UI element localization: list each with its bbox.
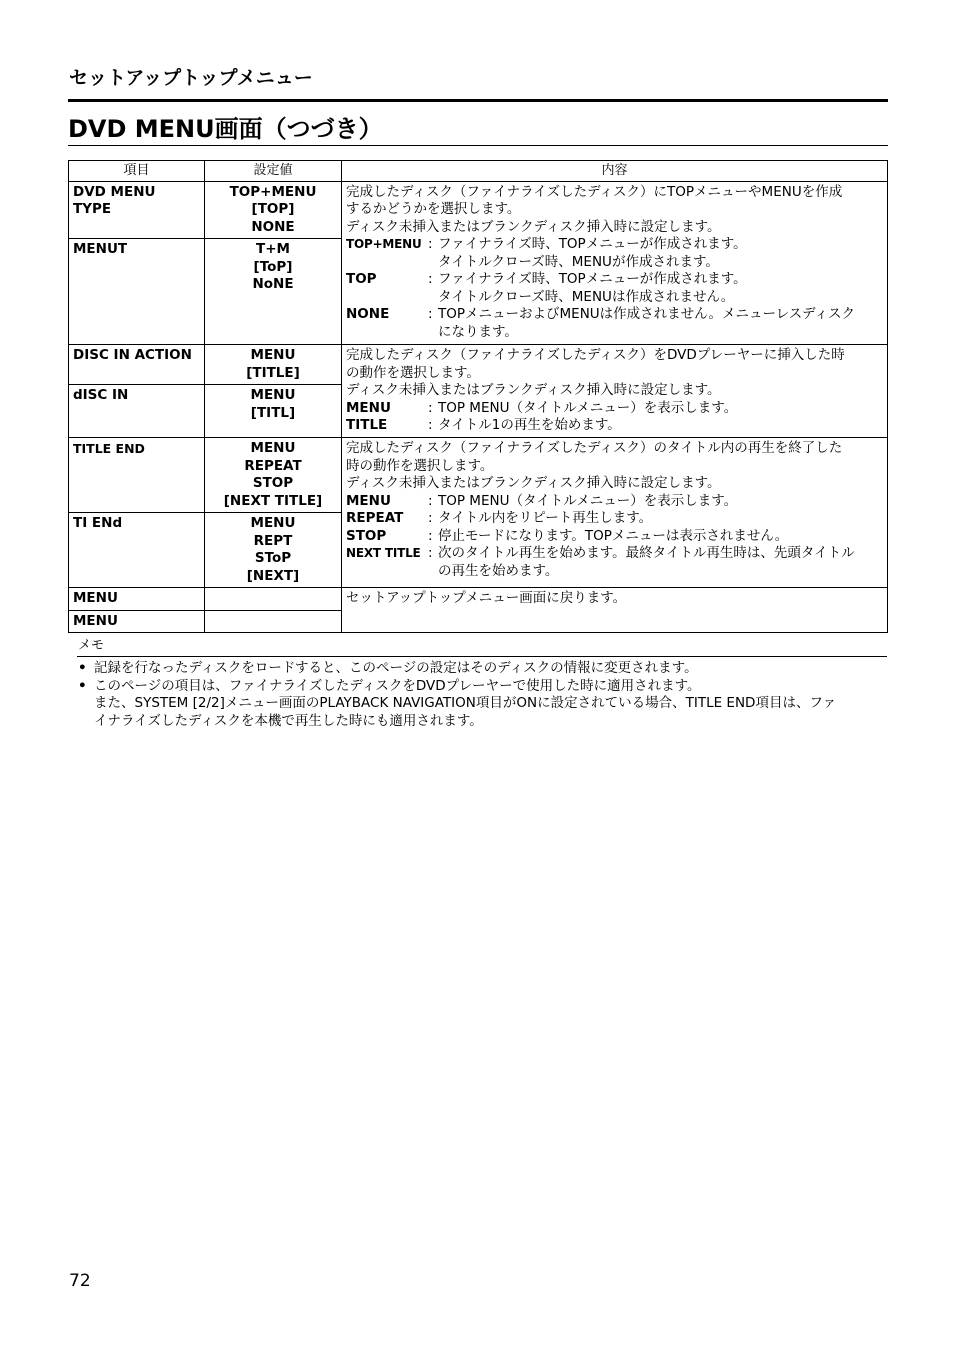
item-ti-end: TI ENd [69,513,205,588]
table-row [69,345,888,385]
desc-menu: セットアップトップメニュー画面に戻ります。 [342,588,888,633]
values-menu [205,588,342,611]
values-disc-in: MENU [TITL] [205,385,342,438]
values-menu-alt [205,610,342,633]
option-none: NONE : TOPメニューおよびMENUは作成されません。メニューレスディスク になります。 [346,306,855,340]
header-content: 内容 [342,161,888,182]
memo-notes [78,660,886,730]
item-disc-in: dISC IN [69,385,205,438]
desc-title-end: 完成したディスク（ファイナライズしたディスク）のタイトル内の再生を終了した 時の動作を選択します。 ディスク未挿入またはブランクディスク挿入時に設定します。 MENU : TOP MENU（タイトルメニュー）を表示します。 REPEAT : タイトル内をリピート再生します。 STOP : 停止モードになります。TOPメニューは表示されません。 NEXT TITLE : 次のタイトル再生を始めます。最終タイトル再生時は、先頭タイトル の再生を始めます。 [342,438,888,588]
memo-divider [77,656,887,657]
item-menu: MENU [69,588,205,611]
header-value: 設定値 [205,161,342,182]
option-menu: MENU : TOP MENU（タイトルメニュー）を表示します。 [346,399,738,416]
option-title: TITLE : タイトル1の再生を始めます。 [346,417,621,433]
desc-disc-in-action: 完成したディスク（ファイナライズしたディスク）をDVDプレーヤーに挿入した時 の動作を選択します。 ディスク未挿入またはブランクディスク挿入時に設定します。 MENU : TOP MENU（タイトルメニュー）を表示します。 TITLE : タイトル1の再生を始めます。 [342,345,888,438]
section-divider [68,99,888,102]
values-menut: T+M [ToP] NoNE [205,239,342,345]
values-disc-in-action: MENU [TITLE] [205,345,342,385]
memo-label: メモ [78,638,105,653]
item-dvd-menu-type: DVD MENU TYPE [69,181,205,239]
list-item: • 記録を行なったディスクをロードすると、このページの設定はそのディスクの情報に変更されます。 [78,660,698,676]
values-ti-end: MENU REPT SToP [NEXT] [205,513,342,588]
title-divider [68,145,888,146]
table-row [69,588,888,611]
page-number: 72 [69,1271,91,1291]
bullet: • [78,660,87,676]
item-menu-alt: MENU [69,610,205,633]
bullet: • [78,677,87,694]
option-menu: MENU : TOP MENU（タイトルメニュー）を表示します。 [346,492,738,509]
item-menut: MENUT [69,239,205,345]
item-disc-in-action: DISC IN ACTION [69,345,205,385]
list-item: • このページの項目は、ファイナライズしたディスクをDVDプレーヤーで使用した時に適用されます。 また、SYSTEM [2/2]メニュー画面のPLAYBACK NAVIGATION項目がONに設定されている場合、TITLE END項目は、ファ イナライズしたディスクを本機で再生した時にも適用されます。 [78,677,837,729]
table-row [69,438,888,513]
settings-table [68,160,888,633]
option-stop: STOP : 停止モードになります。TOPメニューは表示されません。 [346,527,789,544]
page-title: DVD MENU画面（つづき） [68,115,383,143]
values-dvd-menu-type: TOP+MENU [TOP] NONE [205,181,342,239]
header-item: 項目 [69,161,205,182]
option-top-menu: TOP+MENU : ファイナライズ時、TOPメニューが作成されます。 タイトルクローズ時、MENUが作成されます。 [346,236,747,270]
values-title-end: MENU REPEAT STOP [NEXT TITLE] [205,438,342,513]
item-title-end: TITLE END [69,438,205,513]
desc-dvd-menu-type: 完成したディスク（ファイナライズしたディスク）にTOPメニューやMENUを作成 するかどうかを選択します。 ディスク未挿入またはブランクディスク挿入時に設定します。 TOP+MENU : ファイナライズ時、TOPメニューが作成されます。 タイトルクローズ時、MENUが作成されます。 TOP : ファイナライズ時、TOPメニューが作成されます。 タイトルクローズ時、MENUは作成されません。 NONE : TOPメニューおよびMENUは作成されません。メニューレスディスク になります。 [342,181,888,345]
section-title: セットアップトップメニュー [69,67,313,89]
table-header-row [69,161,888,182]
option-top: TOP : ファイナライズ時、TOPメニューが作成されます。 タイトルクローズ時、MENUは作成されません。 [346,271,747,305]
option-repeat: REPEAT : タイトル内をリピート再生します。 [346,510,653,526]
option-next-title: NEXT TITLE : 次のタイトル再生を始めます。最終タイトル再生時は、先頭タイトル の再生を始めます。 [346,545,855,579]
table-row [69,181,888,239]
